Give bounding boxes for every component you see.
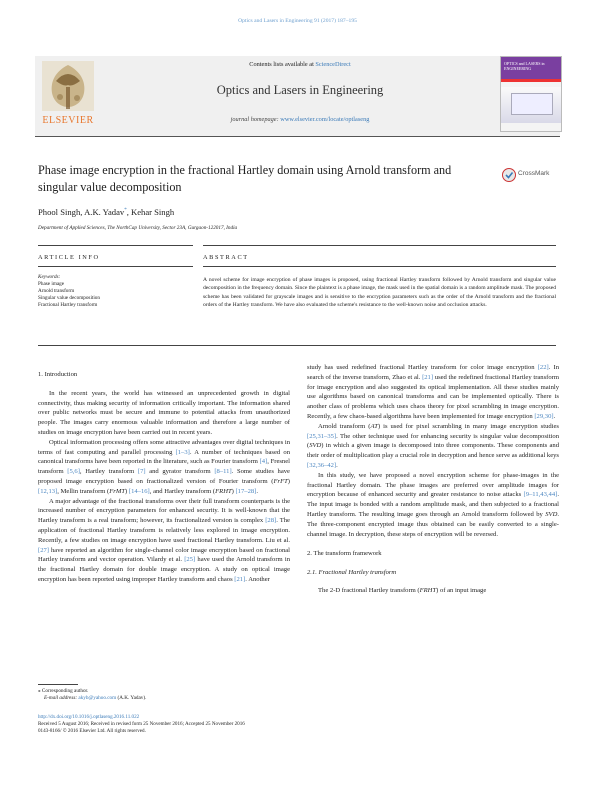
citation-link[interactable]: [27] [38,546,49,554]
citation-link[interactable]: [25] [184,556,196,564]
crossmark-badge[interactable] [502,165,562,185]
copyright: 0143-8166/ © 2016 Elsevier Ltd. All rights reserved. [38,728,146,735]
section-heading-transform-framework: 2. The transform framework [307,550,382,558]
citation-link[interactable]: [4] [259,458,268,466]
homepage-prefix: journal homepage: [230,116,281,123]
cover-title: OPTICS and LASERS in ENGINEERING [504,61,545,71]
keyword-item: Fractional Hartley transform [38,302,98,308]
footnote-label: Corresponding author. [40,688,89,694]
subsection-heading-fractional-hartley: 2.1. Fractional Hartley transform [307,569,397,577]
citation-link[interactable]: [21] [234,575,246,583]
email-tail: (A.K. Yadav). [116,695,147,701]
paper-title: Phase image encryption in the fractional Hartley domain using Arnold transform and singular value decomposition [38,163,452,194]
citation-link[interactable]: [7] [137,468,146,476]
article-footer [38,714,418,736]
citation-link[interactable]: [14–16] [128,487,150,495]
sciencedirect-link[interactable]: ScienceDirect [315,61,351,68]
col2-paragraph-4: The 2-D fractional Hartley transform (FRHT) of an input image [318,586,487,594]
author-list [38,207,174,217]
keywords-label: Keywords: [38,274,61,280]
column-left [38,370,290,585]
abstract-heading: ABSTRACT [203,254,249,261]
journal-title: Optics and Lasers in Engineering [216,83,384,97]
divider [38,245,193,246]
citation-link[interactable]: [28] [265,517,277,525]
citation-link[interactable]: [9–11,43,44] [523,491,558,499]
citation-link[interactable]: [21] [422,373,434,381]
crossmark-icon [502,168,516,182]
citation-link[interactable]: [1–3] [175,448,190,456]
citation-link[interactable]: [17–28] [235,487,257,495]
col2-paragraph-1: study has used redefined fractional Hartley transform for color image encryption [22]. In search of the inverse transform, Zhao et al. [21] used the redefined fractional Hartley transform for image encryption and also suggested its optical implementation. All these studies mainly use algorithms based on canonical transforms and can be implemented optically. There is another class of problems which uses chaos theory for pixel scrambling in image encryption. Recently, a few chaos-based algorithms have been implemented for image encryption [29,30]. [307,364,559,420]
keyword-item: Phase image [38,281,65,287]
citation-link[interactable]: [29,30] [534,412,554,420]
column-right [307,363,559,596]
journal-cover-thumbnail [500,56,562,132]
elsevier-logo-text: ELSEVIER [42,115,94,126]
section-heading-introduction: 1. Introduction [38,371,78,378]
elsevier-logo [36,57,100,127]
authors-names: Phool Singh, A.K. Yadav [38,207,125,217]
intro-paragraph-2: Optical information processing offers some attractive advantages over digital techniques in terms of fast computing and parallel processing [1–3]. A number of techniques based on canonical transforms have been reported in the literature, such as Fourier transform [4], Fresnel transform [5,6], Hartley transform [7] and gyrator transform [8–11]. Some studies have proposed image encryption based on fractionalized version of Fourier transform (FrFT) [12,13], Mellin transform (FrMT) [14–16], and Hartley transform (FRHT) [17–28]. [38,438,290,495]
journal-homepage-line [120,116,480,123]
footnote [38,688,290,702]
divider [38,345,556,346]
footnote-mark: ⁎ [38,688,41,694]
citation-link[interactable]: [25,31–35] [307,432,337,440]
email-label: E-mail address: [44,695,79,701]
received-dates: Received 5 August 2016; Received in revised form 25 November 2016; Accepted 25 November 2016 [38,721,245,728]
keyword-item: Arnold transform [38,288,75,294]
doi-link[interactable]: http://dx.doi.org/10.1016/j.optlaseng.2016.11.022 [38,714,140,720]
crossmark-label: CrossMark [518,170,550,177]
divider [203,245,556,246]
article-info-heading: ARTICLE INFO [38,254,100,261]
col2-paragraph-3: In this study, we have proposed a novel encryption scheme for phase-images in the fractional Hartley domain. The phase images are preferred over amplitude images for encryption because of enhanced security and greater resistance to noise attacks [9–11,43,44]. The input image is bonded with a random amplitude mask, and then subjected to a fractional Hartley transform. The resulting image goes through an Arnold transform followed by SVD. The three-component encrypted image thus obtained can be easily converted to a single-channel image. In decryption, these steps of encryption will be reversed. [307,471,559,538]
keyword-item: Singular value decomposition [38,295,100,301]
citation-link[interactable]: [5,6] [67,468,80,476]
keywords-block [38,274,193,309]
footnote-divider [38,684,78,685]
citation-link[interactable]: [22] [537,364,549,371]
contents-available-line [120,61,480,68]
divider [203,266,556,267]
email-link[interactable]: akyb@yahoo.com [78,695,117,701]
journal-reference[interactable]: Optics and Lasers in Engineering 91 (2017) 187–195 [238,18,357,24]
citation-link[interactable]: [32,36–42] [307,461,337,469]
col2-paragraph-2: Arnold transform (AT) is used for pixel scrambling in many image encryption studies [25,31–35]. The other technique used for enhancing security is singular value decomposition (SVD) in which a given image is decomposed into three components. These components and their order of multiplication play a crucial role in decryption and hence serve as additional keys [32,36–42]. [307,422,559,469]
homepage-link[interactable]: www.elsevier.com/locate/optlaseng [280,116,370,123]
intro-paragraph-3: A major advantage of the fractional transforms over their full transform counterparts is the increased number of encryption parameters for enhanced security. It is well-known that the Hartley transform is a real transform; however, its fractionalized version is complex [28]. The application of fractional Hartley transform is relatively less explored in image encryption. Recently, a few studies on image encryption have used fractional Hartley transform. Liu et al. [27] have reported an algorithm for single-channel color image encryption based on fractional Hartley transform and vector operation. Vilardy et al. [25] have used the Arnold transform in the fractional Hartley domain for double image encryption. A study on optical image encryption has been reported using improper Hartley transform and chaos [21]. Another [38,497,290,583]
citation-link[interactable]: [8–11] [214,468,232,476]
contents-prefix: Contents lists available at [249,61,316,68]
divider [38,266,193,267]
intro-paragraph-1: In the recent years, the world has witnessed an unprecedented growth in digital connectivity, thus making security of information critically important. The information shared over public networks must be secure and immune to potential attacks from unauthorized people. The images carry enormous valuable information and therefore a large number of studies on image encryption have been carried out in recent years. [38,389,290,436]
affiliation: Department of Applied Sciences, The NorthCap University, Sector 23A, Gurgaon-122017, India [38,225,238,231]
citation-link[interactable]: [12,13] [38,487,58,495]
authors-tail: , Kehar Singh [126,207,175,217]
corresponding-author-mark[interactable]: * [124,208,127,214]
abstract-text: A novel scheme for image encryption of phase images is proposed, using fractional Hartley transform followed by Arnold transform and singular value decomposition in the frequency domain. Since the plaintext is a phase image, the mask used in the spatial domain is a random amplitude mask. The proposed scheme has been validated for grayscale images and is sensitive to the encryption parameters such as the order of the Arnold transform and the fractional orders of the Hartley transform. We have also evaluated the scheme's resistance to the well-known noise and occlusion attacks. [203,277,556,308]
